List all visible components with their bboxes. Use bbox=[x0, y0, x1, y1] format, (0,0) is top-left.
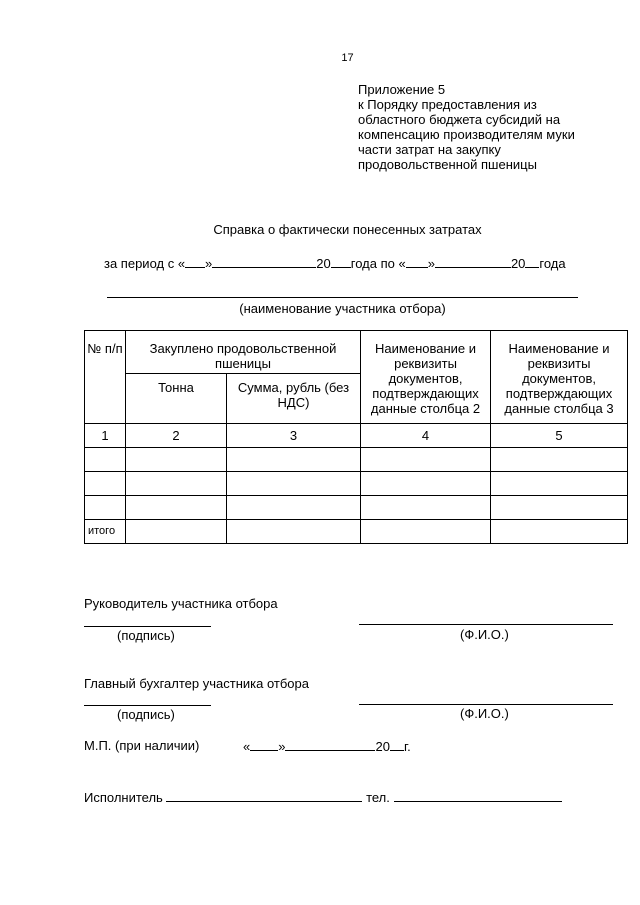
col-index: 4 bbox=[361, 424, 491, 448]
date-line bbox=[243, 738, 411, 754]
table-cell[interactable] bbox=[227, 472, 361, 496]
table-cell[interactable] bbox=[361, 448, 491, 472]
signature-caption: (подпись) bbox=[117, 628, 175, 643]
table-cell[interactable] bbox=[361, 520, 491, 544]
table-cell[interactable] bbox=[491, 472, 628, 496]
executor-line bbox=[84, 789, 562, 805]
fio-caption: (Ф.И.О.) bbox=[460, 627, 509, 642]
period-prefix: за период с « bbox=[104, 256, 186, 271]
accountant-signature-line[interactable] bbox=[84, 705, 211, 706]
table-cell[interactable] bbox=[491, 448, 628, 472]
table-cell[interactable] bbox=[126, 496, 227, 520]
day-from-blank[interactable] bbox=[185, 255, 205, 268]
col-index: 2 bbox=[126, 424, 227, 448]
date-year: 20 bbox=[375, 739, 390, 754]
total-label: итого bbox=[85, 520, 126, 544]
col-purchased-header: Закуплено продовольственной пшеницы bbox=[126, 331, 361, 374]
table-row bbox=[85, 448, 628, 472]
table-cell[interactable] bbox=[126, 448, 227, 472]
month-to-blank[interactable] bbox=[435, 255, 511, 268]
table-row bbox=[85, 472, 628, 496]
head-label: Руководитель участника отбора bbox=[84, 596, 278, 611]
page-number: 17 bbox=[341, 52, 354, 64]
phone-blank[interactable] bbox=[394, 789, 562, 802]
head-fio-line[interactable] bbox=[359, 624, 613, 625]
period-suffix: года bbox=[539, 256, 566, 271]
period-line bbox=[104, 255, 566, 271]
date-open: « bbox=[243, 739, 251, 754]
table-cell[interactable] bbox=[126, 472, 227, 496]
accountant-fio-line[interactable] bbox=[359, 704, 613, 705]
appendix-line: компенсацию производителям муки bbox=[358, 127, 575, 142]
date-year-blank[interactable] bbox=[390, 738, 404, 751]
period-year: 20 bbox=[316, 256, 331, 271]
appendix-header bbox=[358, 82, 575, 172]
year-from-blank[interactable] bbox=[331, 255, 351, 268]
period-year: 20 bbox=[510, 256, 526, 271]
accountant-label: Главный бухгалтер участника отбора bbox=[84, 676, 309, 691]
table-cell[interactable] bbox=[85, 496, 126, 520]
col-docs3-header: Наименование и реквизиты документов, подтверждающих данные столбца 3 bbox=[491, 331, 628, 424]
col-number-header: № п/п bbox=[85, 331, 126, 424]
executor-blank[interactable] bbox=[166, 789, 362, 802]
table-cell[interactable] bbox=[85, 472, 126, 496]
date-month-blank[interactable] bbox=[285, 738, 375, 751]
total-row bbox=[85, 520, 628, 544]
org-name-line[interactable] bbox=[107, 297, 578, 298]
date-suffix: г. bbox=[403, 739, 411, 754]
period-quote: » bbox=[205, 256, 213, 271]
col-index: 3 bbox=[227, 424, 361, 448]
col-index: 1 bbox=[85, 424, 126, 448]
table-cell[interactable] bbox=[227, 448, 361, 472]
document-title: Справка о фактически понесенных затратах bbox=[213, 222, 482, 237]
org-name-caption: (наименование участника отбора) bbox=[239, 301, 446, 316]
period-quote: » bbox=[427, 256, 435, 271]
period-mid: года по « bbox=[350, 256, 406, 271]
month-from-blank[interactable] bbox=[212, 255, 316, 268]
appendix-line: части затрат на закупку bbox=[358, 142, 501, 157]
day-to-blank[interactable] bbox=[406, 255, 428, 268]
table-row bbox=[85, 496, 628, 520]
col-tonnes-header: Тонна bbox=[126, 374, 227, 424]
costs-table bbox=[84, 330, 628, 544]
appendix-line: Приложение 5 bbox=[358, 82, 446, 97]
table-cell[interactable] bbox=[85, 448, 126, 472]
col-index: 5 bbox=[491, 424, 628, 448]
col-docs2-header: Наименование и реквизиты документов, подтверждающих данные столбца 2 bbox=[361, 331, 491, 424]
table-cell[interactable] bbox=[126, 520, 227, 544]
table-cell[interactable] bbox=[361, 472, 491, 496]
appendix-line: областного бюджета субсидий на bbox=[358, 112, 561, 127]
phone-label: тел. bbox=[366, 790, 390, 805]
table-cell[interactable] bbox=[227, 496, 361, 520]
table-cell[interactable] bbox=[491, 520, 628, 544]
table-cell[interactable] bbox=[361, 496, 491, 520]
table-cell[interactable] bbox=[491, 496, 628, 520]
signature-caption: (подпись) bbox=[117, 707, 175, 722]
date-day-blank[interactable] bbox=[250, 738, 278, 751]
col-sum-header: Сумма, рубль (без НДС) bbox=[227, 374, 361, 424]
table-cell[interactable] bbox=[227, 520, 361, 544]
appendix-line: продовольственной пшеницы bbox=[358, 157, 537, 172]
head-signature-line[interactable] bbox=[84, 626, 211, 627]
fio-caption: (Ф.И.О.) bbox=[460, 706, 509, 721]
year-to-blank[interactable] bbox=[525, 255, 539, 268]
stamp-label: М.П. (при наличии) bbox=[84, 738, 200, 753]
date-close: » bbox=[278, 739, 286, 754]
executor-label: Исполнитель bbox=[84, 790, 163, 805]
appendix-line: к Порядку предоставления из bbox=[358, 97, 537, 112]
